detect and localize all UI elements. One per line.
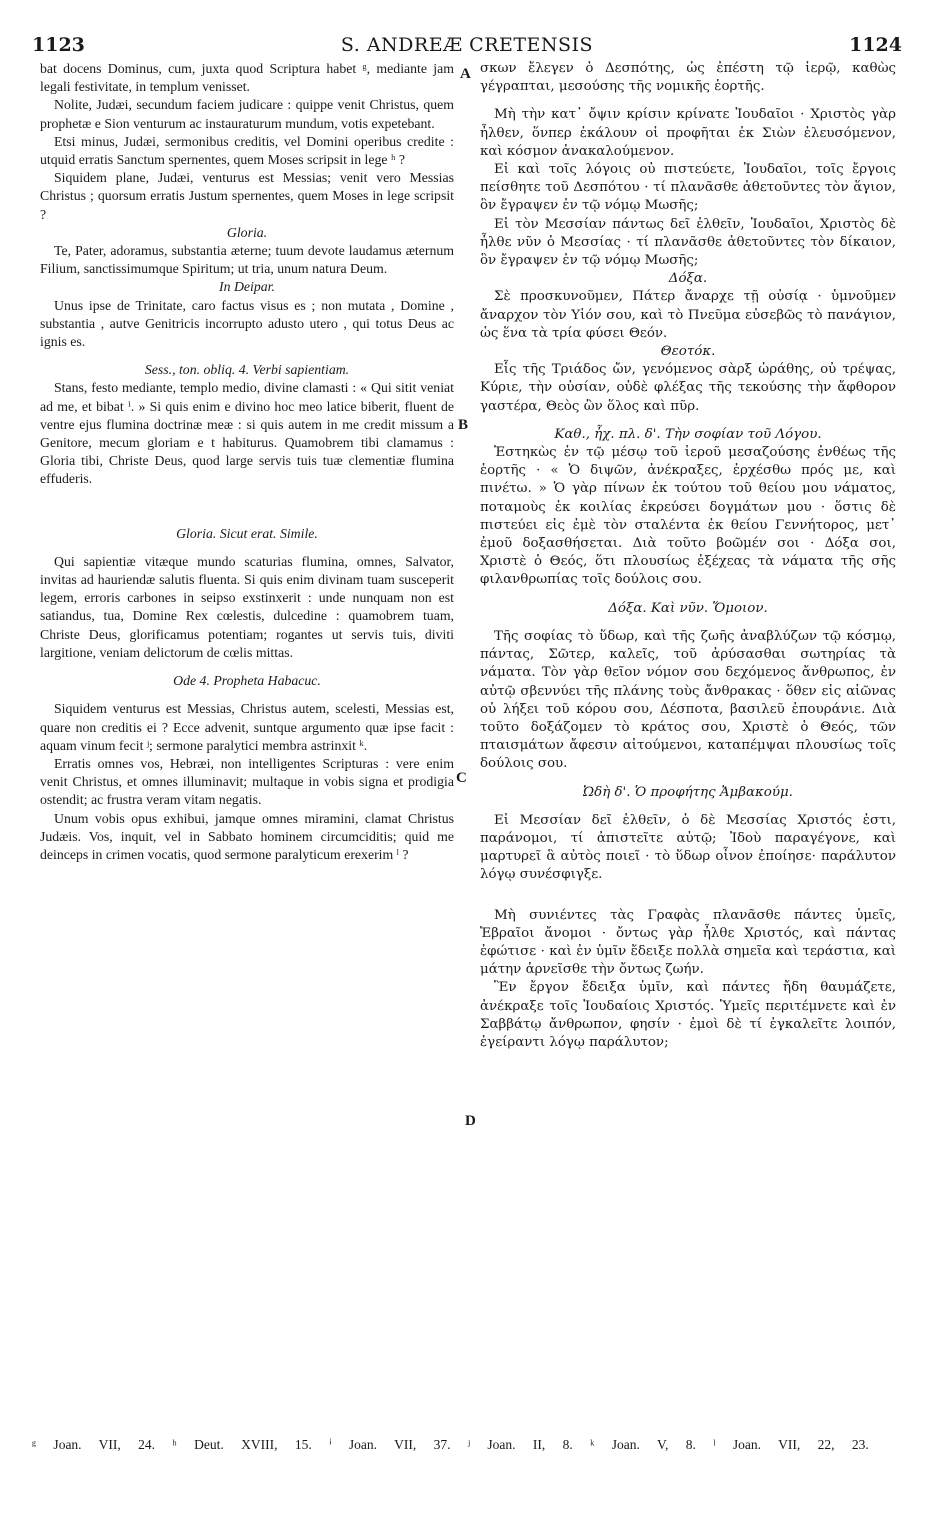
margin-letter-c: C: [456, 770, 467, 786]
latin-paragraph: Qui sapientiæ vitæque mundo scaturias flumina, omnes, Salvator, invitas ad hauriendæ salutis fluenta. Si quis enim divinam tuam susceperit legem, erroris carbones in seipso exstinxerit : unde nunquam non est satiandus, tua, Domine Rex cœlestis, dulcedine : quamobrem tuam, Christe Deus, glorificamus potentiam; rogantes ut servis tuis, diviti largitione, veniam delictorum de cœlis mittas.: [40, 553, 454, 660]
greek-paragraph: Ἓν ἔργον ἔδειξα ὑμῖν, καὶ πάντες ἤδη θαυμάζετε, ἀνέκραξε τοῖς Ἰουδαίοις Χριστός. Ὑμεῖς περιτέμνετε καὶ ἐν Σαββάτῳ ἄνθρωπον, φησίν · ἐμοὶ δὲ τί ἐγκαλεῖτε λοιπόν, ἐγείραντι λόγῳ παράλυτον;: [480, 980, 896, 1050]
greek-paragraph: Εἷς τῆς Τριάδος ὤν, γενόμενος σὰρξ ὡράθης, οὐ τρέψας, Κύριε, τὴν οὐσίαν, οὐδὲ φλέξας τῆς τεκούσης τὴν ἄφθορον γαστέρα, Θεὸς ὢν ὅλος καὶ πῦρ.: [480, 362, 896, 414]
latin-paragraph: Etsi minus, Judæi, sermonibus creditis, vel Domini operibus credite : utquid erratis Sanctum spernentes, quem Moses scripsit in lege ʰ ?: [40, 133, 454, 168]
margin-letter-a: A: [460, 66, 471, 82]
footnotes: ᵍ Joan. VII, 24. ʰ Deut. XVIII, 15. ⁱ Joan. VII, 37. ʲ Joan. II, 8. ᵏ Joan. V, 8. ˡ Joan. VII, 22, 23.: [32, 1437, 869, 1452]
latin-paragraph: bat docens Dominus, cum, juxta quod Scriptura habet ᵍ, mediante jam legali festivitate, in templum venisset.: [40, 61, 454, 95]
greek-paragraph: Τῆς σοφίας τὸ ὕδωρ, καὶ τῆς ζωῆς ἀναβλύζων τῷ κόσμῳ, πάντας, Σῶτερ, καλεῖς, τοῦ ἀρύσασθαι σωτηρίας τὰ νάματα. Τὸν γὰρ θεῖον νόμον σου δεχόμενος ἄνθρωπος, ἐν αὐτῷ σβεννύει τῆς πλάνης τοὺς ἄνθρακας · ὅθεν εἰς αἰῶνας οὐ λήξει τοῦ κόρου σου, Δέσποτα, βασιλεῦ ἐπουράνιε. Διὰ τοῦτο δοξάζομεν τὸ κράτος σου, Χριστὲ ὁ Θεός, τῶν πταισμάτων ἄφεσιν αἰτούμενοι, καταπέμψαι πλουσίως τοῖς δούλοις σου.: [480, 628, 896, 772]
greek-heading: Καθ., ἦχ. πλ. δ'. Τὴν σοφίαν τοῦ Λόγου.: [554, 426, 822, 442]
page-number-left: 1123: [32, 34, 85, 56]
margin-letter-b: B: [458, 417, 469, 433]
margin-letter-d: D: [465, 1113, 476, 1129]
latin-heading: Ode 4. Propheta Habacuc.: [173, 673, 321, 689]
greek-paragraph: Εἰ Μεσσίαν δεῖ ἐλθεῖν, ὁ δὲ Μεσσίας Χριστός ἐστι, παράνομοι, τί ἀπιστεῖτε αὐτῷ; Ἰδοὺ παραγέγονε, καὶ μαρτυρεῖ ἃ αὐτὸς ποιεῖ · τὸ ὕδωρ οἶνον ἐποίησε· παράλυτον λόγῳ συνέσφιγξε.: [480, 812, 896, 883]
latin-column: [40, 60, 454, 1430]
latin-heading: Gloria.: [226, 224, 268, 240]
running-title: S. ANDREÆ CRETENSIS: [340, 34, 594, 56]
latin-heading: Sess., ton. obliq. 4. Verbi sapientiam.: [144, 362, 350, 378]
greek-column: [480, 60, 896, 1430]
page-number-right: 1124: [849, 34, 902, 56]
latin-paragraph: Unum vobis opus exhibui, jamque omnes miramini, clamat Christus Judæis. Vos, inquit, vel in Sabbato hominem circumciditis; quid me deinceps in crimen vocatis, quod sermone paralyticum erexerim ˡ ?: [40, 810, 454, 862]
latin-paragraph: Siquidem plane, Judæi, venturus est Messias; venit vero Messias Christus ; quorsum erratis Justum spernentes, quem Moses in lege scripsit ?: [40, 170, 454, 222]
greek-paragraph: σκων ἔλεγεν ὁ Δεσπότης, ὡς ἐπέστη τῷ ἱερῷ, καθὼς γέγραπται, μεσούσης τῆς νομικῆς ἑορτῆς.: [480, 61, 896, 95]
greek-paragraph: Ἑστηκὼς ἐν τῷ μέσῳ τοῦ ἱεροῦ μεσαζούσης ἐνθέως τῆς ἑορτῆς · « Ὁ διψῶν, ἀνέκραξες, ἐρχέσθω πρός με, καὶ πινέτω. » Ὁ γὰρ πίνων ἐκ τούτου τοῦ θείου μου νάματος, ποταμοὺς ἐκ κοιλίας ἐκρεύσει δογμάτων μου · ὅστις δὲ πιστεύει εἰς ἐμὲ τὸν σταλέντα ἐκ θείου Γεννήτορος, μετ᾿ ἐμοῦ δοξασθήσεται. Διὰ τοῦτο βοῶμέν σοι · Δόξα σοι, Χριστὲ ὁ Θεός, ὅτι πλουσίως ἐξέχεας τὰ νάματα τῆς σῆς φιλανθρωπίας τοῖς δούλοις σου.: [480, 445, 896, 588]
greek-paragraph: Μὴ συνιέντες τὰς Γραφὰς πλανᾶσθε πάντες ὑμεῖς, Ἑβραῖοι ἄνομοι · ὄντως γὰρ ἦλθε Χριστός, καὶ πάντας ἐφώτισε · καὶ ἐν ὑμῖν ἔδειξε πολλὰ σημεῖα καὶ τεράστια, καὶ μάτην ἀρνεῖσθε τὴν ὄντως ζωήν.: [480, 907, 896, 978]
greek-heading: Δόξα.: [668, 271, 708, 287]
greek-heading: Θεοτόκ.: [660, 344, 716, 360]
latin-paragraph: Siquidem venturus est Messias, Christus autem, scelesti, Messias est, quare non creditis ei ? Ecce advenit, suntque argumento quæ ipse facit : aquam vinum fecit ʲ; sermone paralytici membra astrinxit ᵏ.: [40, 701, 454, 753]
latin-paragraph: Erratis omnes vos, Hebræi, non intelligentes Scripturas : vere enim venit Christus, et omnes illuminavit; multaque in vobis signa et prodigia ostendit; ac frustra veram vitam negatis.: [40, 755, 454, 808]
greek-heading: Ὠδὴ δ'. Ὁ προφήτης Ἀμβακούμ.: [583, 784, 793, 800]
latin-heading: In Deipar.: [219, 279, 275, 295]
latin-heading: Gloria. Sicut erat. Simile.: [176, 525, 318, 541]
running-header: [32, 34, 902, 58]
greek-paragraph: Σὲ προσκυνοῦμεν, Πάτερ ἄναρχε τῇ οὐσίᾳ · ὑμνοῦμεν ἄναρχον τὸν Υἱόν σου, καὶ τὸ Πνεῦμα εὐσεβῶς τὸ πανάγιον, ὡς ἕνα τὰ τρία φύσει Θεόν.: [480, 289, 896, 341]
latin-paragraph: Te, Pater, adoramus, substantia æterne; tuum devote laudamus æternum Filium, sanctissimumque Spiritum; ut tria, unum natura Deum.: [40, 243, 454, 277]
greek-paragraph: Μὴ τὴν κατ᾿ ὄψιν κρίσιν κρίνατε Ἰουδαῖοι · Χριστὸς γὰρ ἦλθεν, ὅνπερ ἐκάλουν οἱ προφῆται ἐκ Σιὼν ἐλευσόμενον, καὶ κόσμον ἀνακαλούμενον.: [480, 107, 896, 159]
greek-paragraph: Εἰ τὸν Μεσσίαν πάντως δεῖ ἐλθεῖν, Ἰουδαῖοι, Χριστὸς δὲ ἦλθε νῦν ὁ Μεσσίας · τί πλανᾶσθε ἀθετοῦντες τὸν δίκαιον, ὃν ἔγραψεν ἐν τῷ νόμῳ Μωσῆς;: [480, 216, 896, 269]
latin-paragraph: Unus ipse de Trinitate, caro factus visus es ; non mutata , Domine , substantia , autve Genitricis incorrupto adusto utero , qui totus Deus ac ignis es.: [40, 297, 454, 350]
latin-paragraph: Nolite, Judæi, secundum faciem judicare : quippe venit Christus, quem prophetæ e Sion venturum ac instauraturum mundum, votis expetebant.: [40, 97, 454, 131]
latin-paragraph: Stans, festo mediante, templo medio, divine clamasti : « Qui sitit veniat ad me, et bibat ⁱ. » Si quis enim e divino hoc meo latice biberit, fluent de ventre ejus flumina doctrinæ meæ : si quis autem in me credit missum a Genitore, mecum gloriam e t habiturus. Quamobrem tibi clamamus : Gloria tibi, Christe Deus, quod large servis tuis tuæ clementiæ flumina effuderis.: [40, 380, 454, 487]
greek-heading: Δόξα. Καὶ νῦν. Ὅμοιον.: [608, 600, 768, 616]
greek-paragraph: Εἰ καὶ τοῖς λόγοις οὐ πιστεύετε, Ἰουδαῖοι, τοῖς ἔργοις πείσθητε τοῦ Δεσπότου · τί πλανᾶσθε ἀθετοῦντες τὸν ἅγιον, ὃν ἔγραψεν ἐν τῷ νόμῳ Μωσῆς;: [480, 162, 896, 214]
